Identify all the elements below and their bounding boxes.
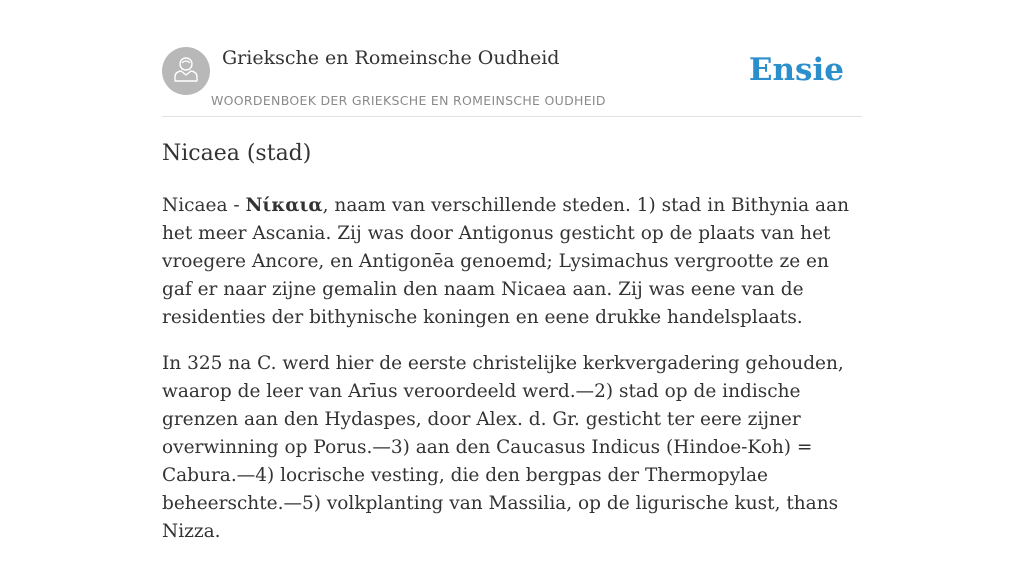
paragraph-text: , naam van verschillende steden. 1) stad in Bithynia aan het meer Ascania. Zij was door Antigonus gesticht op de plaats van het vroegere Ancore, en Antigonēa genoemd; Lysimachus vergrootte ze en gaf er naar zijne gemalin den naam Nicaea aan. Zij was eene van de residenties der bithynische koningen en eene drukke handelsplaats. <box>162 195 850 328</box>
ensie-logo[interactable]: Ensie <box>748 52 844 88</box>
source-subtitle: WOORDENBOEK DER GRIEKSCHE EN ROMEINSCHE OUDHEID <box>211 93 606 108</box>
headword: Nicaea - <box>162 195 246 216</box>
greek-term: Νίκαια <box>245 195 323 216</box>
article-paragraph: In 325 na C. werd hier de eerste christelijke kerkvergadering gehouden, waarop de leer van Arīus veroordeeld werd.—2) stad op de indische grenzen aan den Hydaspes, door Alex. d. Gr. gesticht ter eere zijner overwinning op Porus.—3) aan den Caucasus Indicus (Hindoe-Koh) = Cabura.—4) locrische vesting, die den bergpas der Thermopylae beheerschte.—5) volkplanting van Massilia, op de ligurische kust, thans Nizza. <box>162 353 844 542</box>
article-paragraph <box>162 192 862 332</box>
page-title: Nicaea (stad) <box>162 141 312 166</box>
source-title-link[interactable]: Grieksche en Romeinsche Oudheid <box>222 47 560 69</box>
user-silhouette-icon <box>171 54 201 88</box>
site-header <box>162 46 862 117</box>
article-body <box>162 192 862 564</box>
source-avatar[interactable] <box>162 47 210 95</box>
